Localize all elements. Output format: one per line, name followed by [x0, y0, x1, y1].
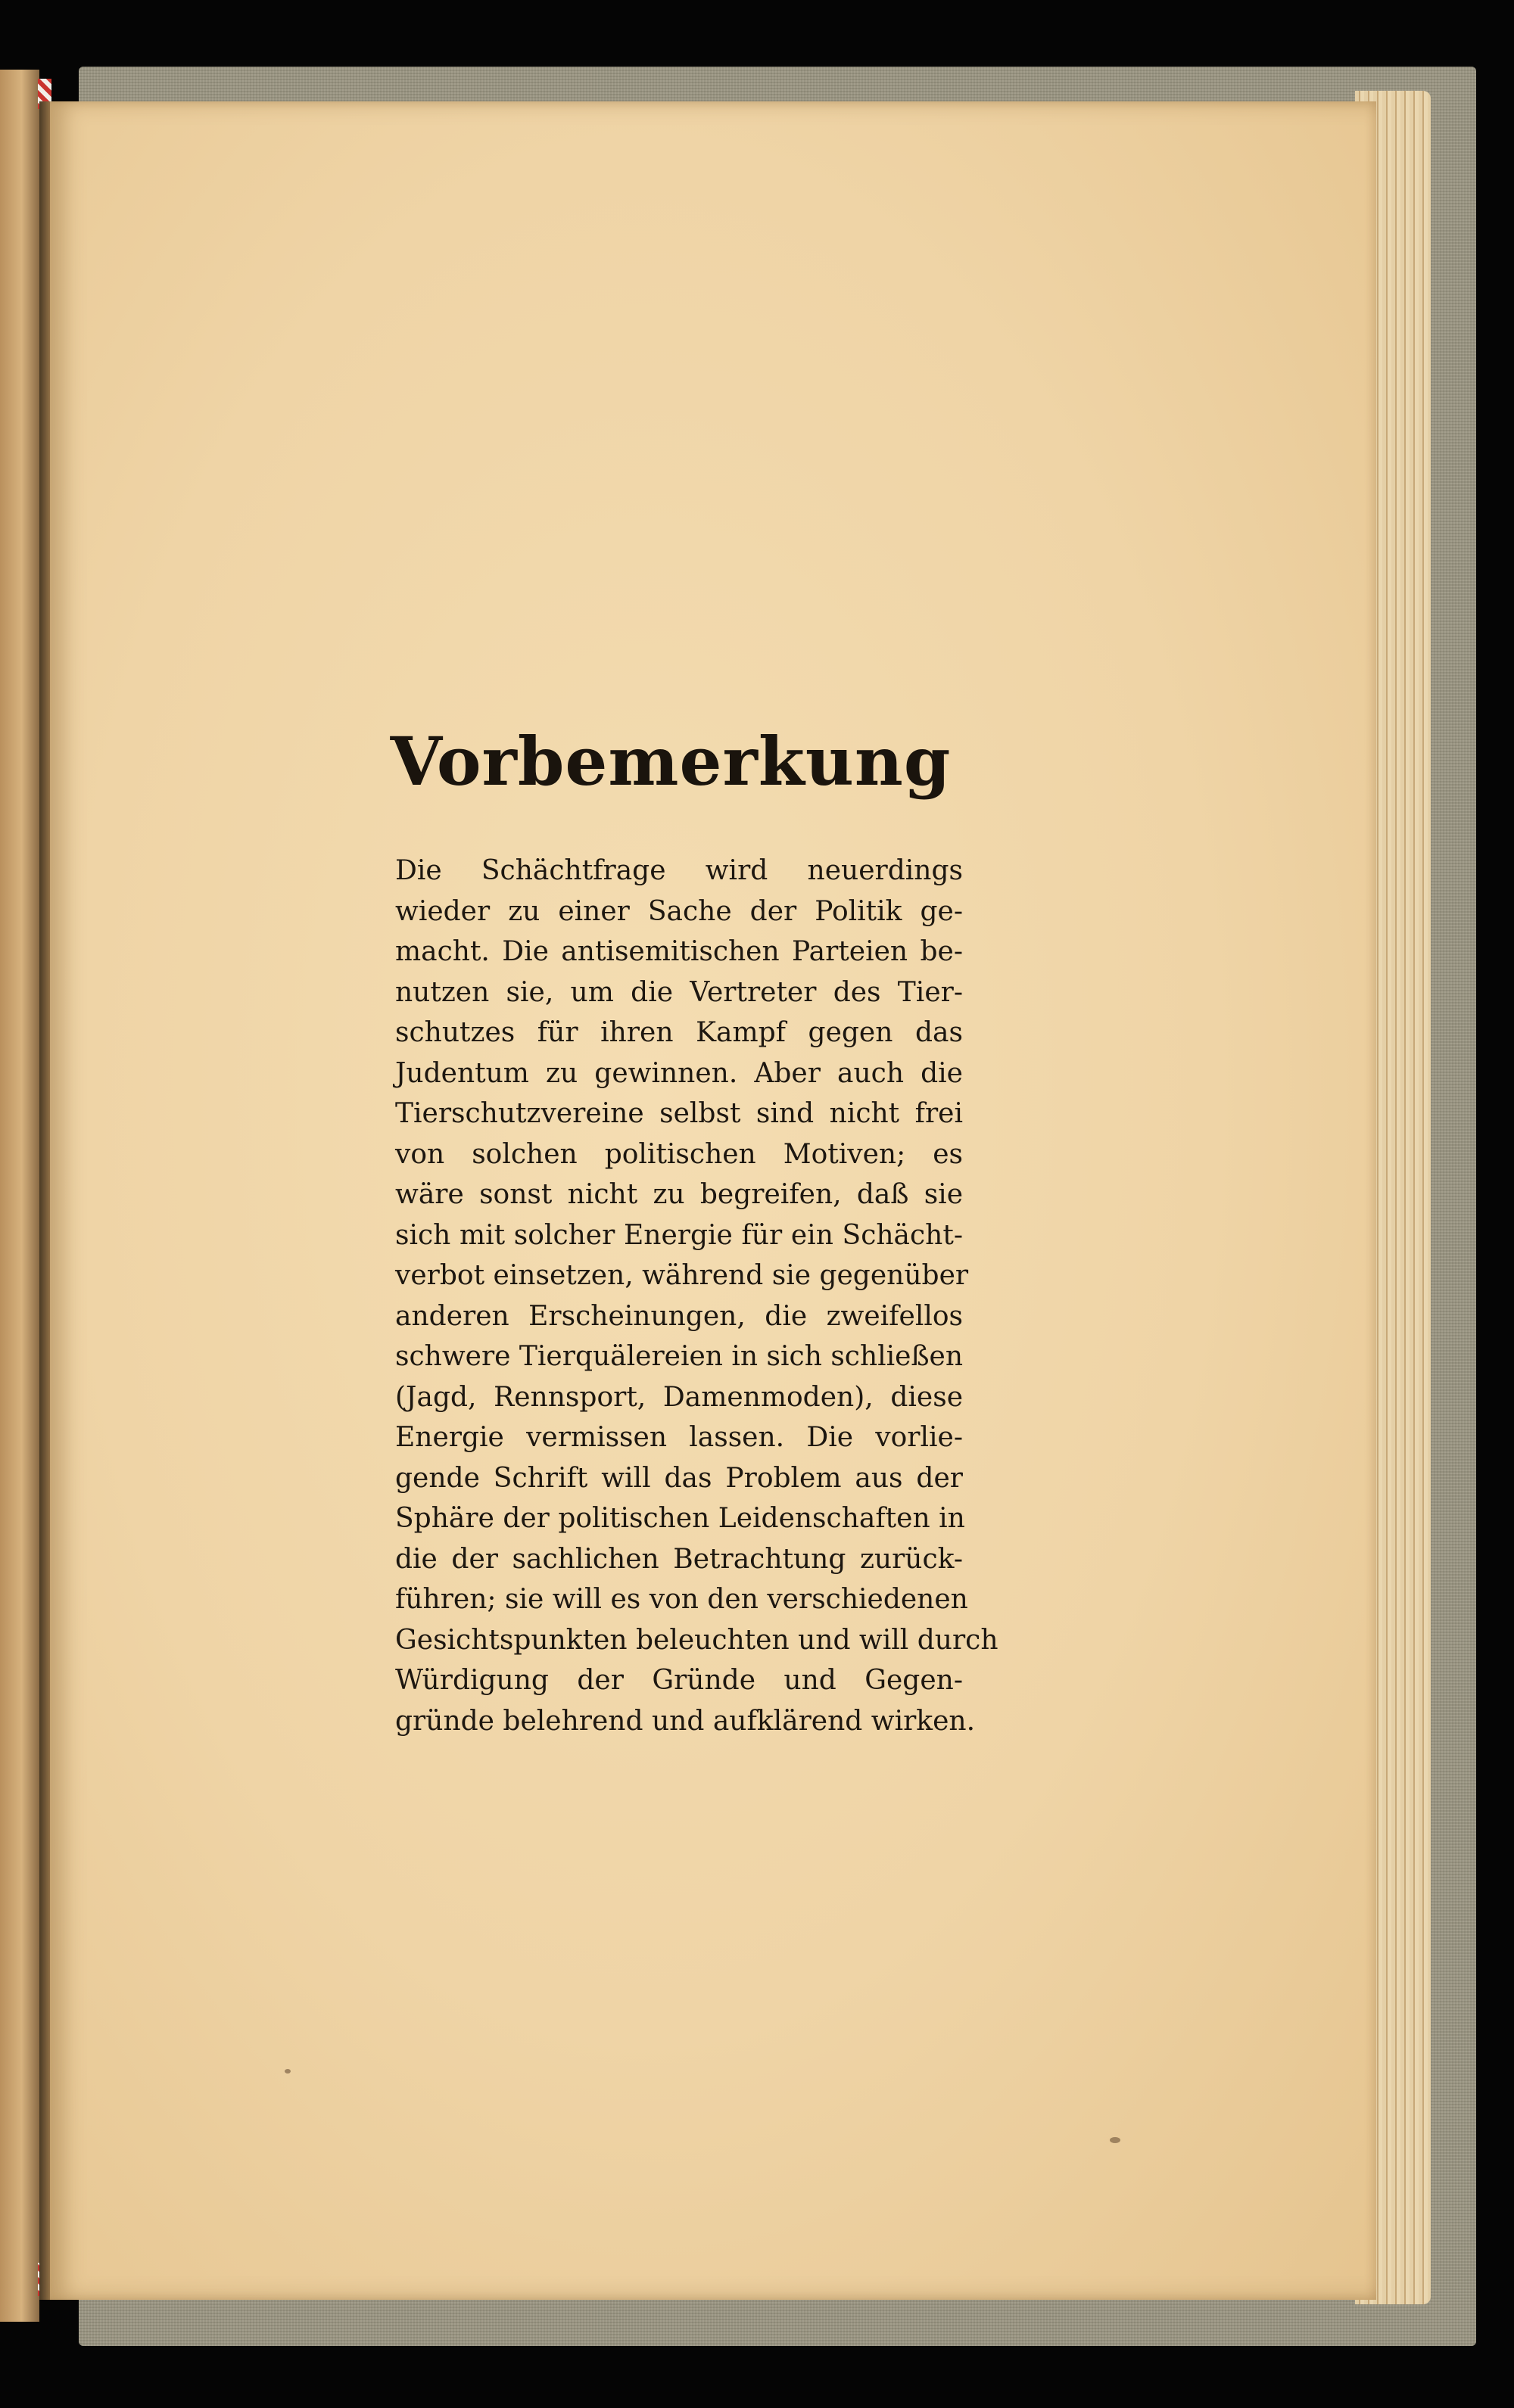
text-line: Gesichtspunkten beleuchten und will durch	[395, 1624, 998, 1656]
paper-speck	[285, 2069, 291, 2074]
text-line: Würdigung der Gründe und Gegen-	[395, 1665, 963, 1696]
text-line: Sphäre der politischen Leidenschaften in	[395, 1503, 965, 1534]
text-line: anderen Erscheinungen, die zweifellos	[395, 1300, 963, 1332]
text-line: Energie vermissen lassen. Die vorlie-	[395, 1422, 963, 1453]
text-line: von solchen politischen Motiven; es	[395, 1138, 963, 1170]
page-title: Vorbemerkung	[390, 722, 952, 801]
text-line: wieder zu einer Sache der Politik ge-	[395, 895, 963, 927]
text-line: schwere Tierquälereien in sich schließen	[395, 1341, 964, 1372]
text-line: schutzes für ihren Kampf gegen das	[395, 1017, 963, 1048]
text-line: wäre sonst nicht zu begreifen, daß sie	[395, 1179, 963, 1210]
text-line: macht. Die antisemitischen Parteien be-	[395, 936, 963, 967]
text-line: die der sachlichen Betrachtung zurück-	[395, 1543, 963, 1575]
facing-page-edge	[0, 70, 39, 2322]
text-line: nutzen sie, um die Vertreter des Tier-	[395, 976, 963, 1008]
text-line: (Jagd, Rennsport, Damenmoden), diese	[395, 1381, 963, 1413]
text-line: führen; sie will es von den verschiedenen	[395, 1584, 968, 1615]
text-line: gründe belehrend und aufklärend wirken.	[395, 1705, 976, 1737]
text-line: verbot einsetzen, während sie gegenüber	[395, 1260, 969, 1291]
text-line: Judentum zu gewinnen. Aber auch die	[395, 1057, 963, 1089]
text-line: sich mit solcher Energie für ein Schächt-	[395, 1219, 963, 1251]
book-page	[50, 101, 1376, 2300]
foreword-paragraph	[395, 851, 998, 1741]
text-line: Tierschutzvereine selbst sind nicht frei	[395, 1098, 963, 1129]
text-line: Die Schächtfrage wird neuerdings	[395, 855, 963, 886]
text-line: gende Schrift will das Problem aus der	[395, 1462, 963, 1494]
paper-speck	[1110, 2137, 1120, 2143]
